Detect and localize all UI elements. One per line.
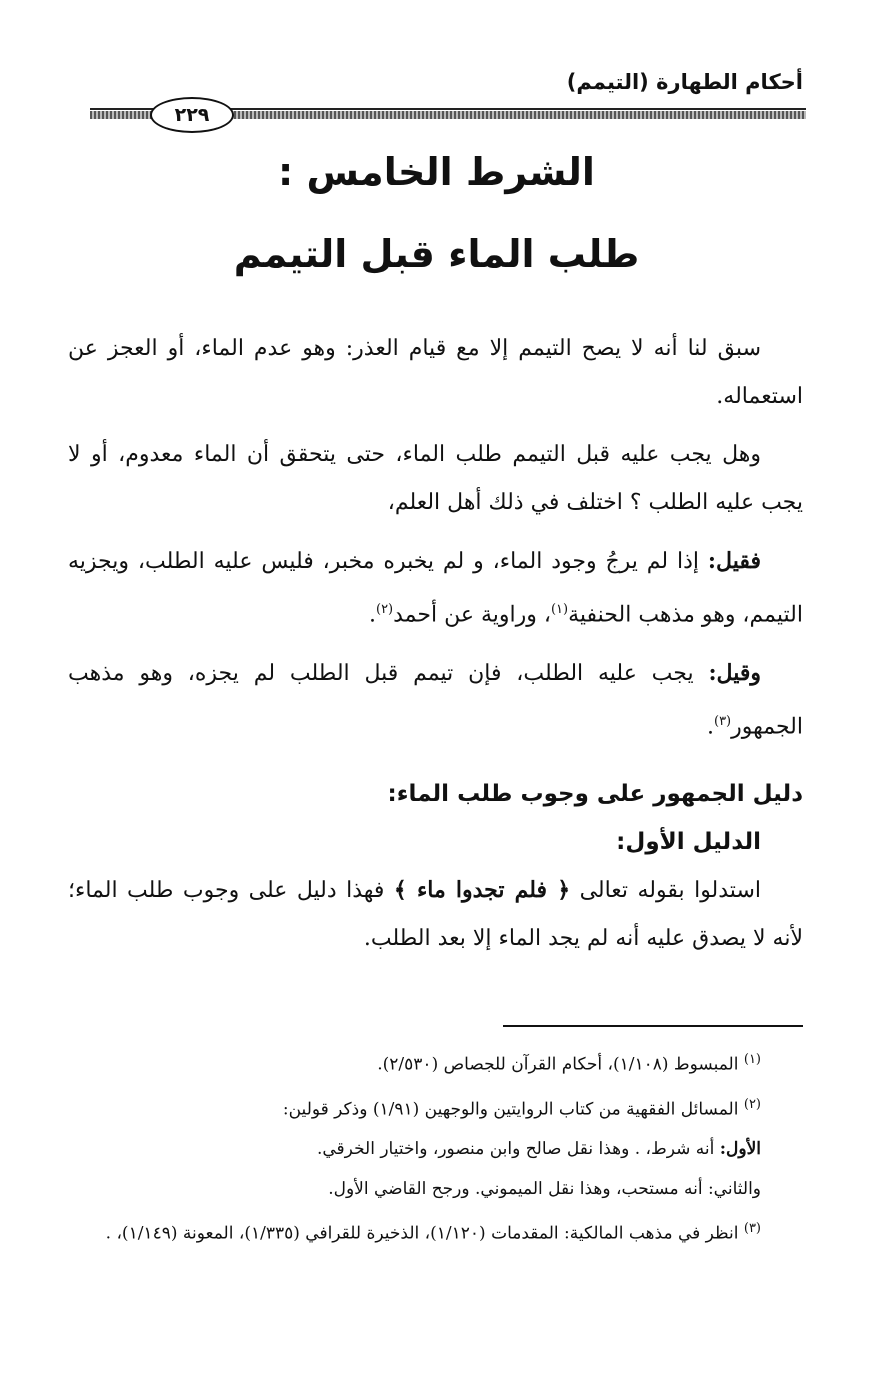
footnote-ref-2[interactable]: (٢) xyxy=(375,602,394,617)
footnote-2-mark: (٢) xyxy=(743,1096,761,1112)
paragraph-4-end: . xyxy=(706,714,714,740)
footnote-3-text: انظر في مذهب المالكية: المقدمات (١/١٢٠)، الذخيرة للقرافي (١/٣٣٥)، المعونة (١/١٤٩)، . xyxy=(105,1223,739,1244)
paragraph-3-text-a: إذا لم يرجُ وجود الماء، و لم يخبره مخبر، فليس عليه الطلب، ويجزيه التيمم، وهو مذهب الحنفية xyxy=(68,549,803,628)
paragraph-4-text: يجب عليه الطلب، فإن تيمم قبل الطلب لم يجزه، وهو مذهب الجمهور xyxy=(68,661,803,740)
paragraph-2: وهل يجب عليه قبل التيمم طلب الماء، حتى يتحقق أن الماء معدوم، أو لا يجب عليه الطلب ؟ اختلف في ذلك أهل العلم، xyxy=(68,442,803,515)
paragraph-3-text-b: ، وراوية عن أحمد xyxy=(393,602,551,628)
evidence-subheading: الدليل الأول: xyxy=(616,828,761,855)
paragraph-1: سبق لنا أنه لا يصح التيمم إلا مع قيام العذر: وهو عدم الماء، أو العجز عن استعماله. xyxy=(68,336,803,409)
evidence-heading: دليل الجمهور على وجوب طلب الماء: xyxy=(387,780,803,807)
main-text xyxy=(68,325,803,973)
footnote-1-mark: (١) xyxy=(743,1052,761,1067)
footnote-2-first-text: أنه شرط، . وهذا نقل صالح وابن منصور، واختيار الخرقي. xyxy=(316,1139,715,1160)
paragraph-3 xyxy=(68,537,803,639)
footnote-2-first xyxy=(68,1129,803,1169)
paragraph-3-lead: فقيل: xyxy=(707,548,761,574)
evidence-paragraph xyxy=(68,866,803,963)
footnotes xyxy=(68,1040,803,1254)
running-title: أحكام الطهارة (التيمم) xyxy=(566,70,803,94)
footnote-separator xyxy=(503,1025,803,1027)
page-number: ٢٢٩ xyxy=(150,97,234,133)
paragraph-4-lead: وقيل: xyxy=(708,660,761,687)
footnote-3 xyxy=(68,1209,803,1254)
footnote-ref-3[interactable]: (٣) xyxy=(713,714,732,730)
section-title: الشرط الخامس : xyxy=(278,150,595,194)
footnote-2-first-label: الأول: xyxy=(719,1139,761,1160)
evidence-text-a: استدلوا بقوله تعالى xyxy=(579,877,761,903)
footnote-3-mark: (٣) xyxy=(743,1221,761,1237)
footnote-2-text: المسائل الفقهية من كتاب الروايتين والوجهين (١/٩١) وذكر قولين: xyxy=(282,1099,739,1120)
section-subtitle: طلب الماء قبل التيمم xyxy=(233,232,640,276)
footnote-1 xyxy=(68,1040,803,1085)
paragraph-3-end: . xyxy=(368,602,376,628)
quran-quote: ﴿ فلم تجدوا ماء ﴾ xyxy=(393,876,571,903)
footnote-ref-1[interactable]: (١) xyxy=(550,602,569,617)
evidence-text-b: فهذا دليل على وجوب طلب الماء؛ لأنه لا يصدق عليه أنه لم يجد الماء إلا بعد الطلب. xyxy=(68,877,803,951)
footnote-2-second: والثاني: أنه مستحب، وهذا نقل الميموني. ورجح القاضي الأول. xyxy=(328,1179,761,1200)
footnote-1-text: المبسوط (١/١٠٨)، أحكام القرآن للجصاص (٢/٥٣٠). xyxy=(377,1054,739,1075)
footnote-2 xyxy=(68,1085,803,1130)
paragraph-4 xyxy=(68,649,803,751)
